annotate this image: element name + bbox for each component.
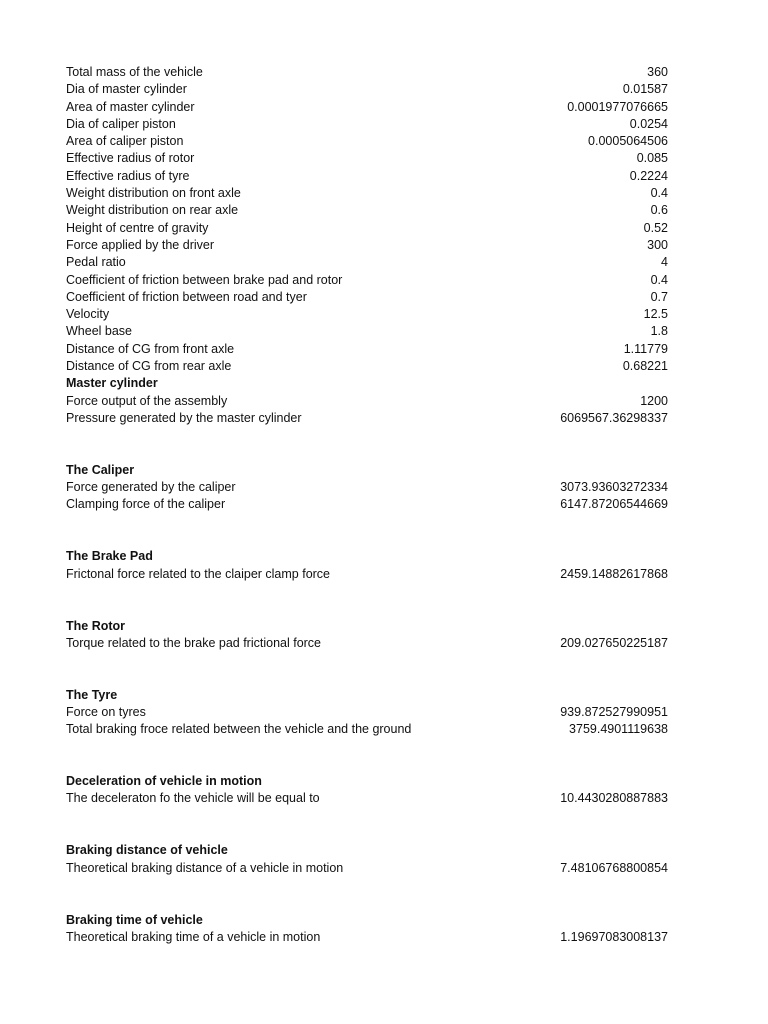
row-label: Distance of CG from front axle [66, 341, 235, 356]
section-heading [66, 912, 670, 929]
row-value: 209.027650225187 [560, 635, 668, 650]
blank-row [66, 652, 670, 669]
row-value: 10.4430280887883 [560, 791, 668, 806]
row-label: Theoretical braking distance of a vehicle in motion [66, 860, 344, 875]
table-row [66, 254, 670, 271]
section-heading [66, 842, 670, 859]
row-value: 3759.4901119638 [569, 722, 668, 737]
section-title: Master cylinder [66, 376, 158, 391]
master-cylinder-section [66, 375, 670, 427]
row-value: 360 [647, 65, 668, 79]
row-label: Weight distribution on rear axle [66, 203, 239, 218]
section-title: Braking time of vehicle [66, 912, 203, 927]
table-row [66, 220, 670, 237]
row-label: Clamping force of the caliper [66, 497, 226, 512]
row-label: Velocity [66, 307, 110, 322]
row-label: Dia of master cylinder [66, 82, 187, 97]
blank-row [66, 669, 670, 686]
table-row [66, 358, 670, 375]
table-row [66, 168, 670, 185]
table-row [66, 860, 670, 877]
row-value: 939.872527990951 [560, 704, 668, 719]
caliper-section [66, 462, 670, 514]
table-row [66, 341, 670, 358]
table-row [66, 393, 670, 410]
section-heading [66, 375, 670, 392]
table-row [66, 323, 670, 340]
row-value: 6069567.36298337 [560, 410, 668, 425]
row-value: 0.7 [650, 289, 668, 304]
calculation-sheet [66, 64, 670, 946]
blank-row [66, 445, 670, 462]
deceleration-section [66, 773, 670, 808]
row-label: Coefficient of friction between brake pad and rotor [66, 272, 343, 287]
row-label: Torque related to the brake pad frictional force [66, 635, 322, 650]
row-value: 3073.93603272334 [560, 480, 668, 495]
table-row [66, 133, 670, 150]
row-label: Force applied by the driver [66, 237, 214, 252]
brake-pad-section [66, 548, 670, 583]
section-heading [66, 462, 670, 479]
table-row [66, 479, 670, 496]
row-label: Effective radius of tyre [66, 168, 190, 183]
blank-row [66, 531, 670, 548]
row-label: Dia of caliper piston [66, 116, 176, 131]
table-row [66, 496, 670, 513]
tyre-section [66, 687, 670, 739]
table-row [66, 289, 670, 306]
row-label: Area of master cylinder [66, 99, 195, 114]
row-value: 0.0005064506 [588, 134, 668, 149]
row-value: 0.085 [636, 151, 668, 166]
blank-row [66, 808, 670, 825]
row-label: Force generated by the caliper [66, 480, 236, 495]
table-row [66, 704, 670, 721]
row-label: The deceleraton fo the vehicle will be equal to [66, 791, 320, 806]
table-row [66, 237, 670, 254]
blank-row [66, 514, 670, 531]
table-row [66, 202, 670, 219]
row-value: 1.8 [650, 324, 668, 339]
row-label: Force on tyres [66, 704, 146, 719]
section-title: The Brake Pad [66, 549, 153, 564]
table-row [66, 410, 670, 427]
row-label: Height of centre of gravity [66, 220, 209, 235]
row-value: 1200 [640, 393, 668, 408]
row-value: 0.68221 [622, 359, 668, 374]
section-heading [66, 773, 670, 790]
row-label: Total braking froce related between the vehicle and the ground [66, 722, 412, 737]
row-value: 0.2224 [629, 168, 668, 183]
input-parameters [66, 64, 670, 375]
table-row [66, 185, 670, 202]
row-value: 0.01587 [622, 82, 668, 97]
row-value: 7.48106768800854 [560, 860, 668, 875]
row-label: Force output of the assembly [66, 393, 228, 408]
blank-row [66, 756, 670, 773]
table-row [66, 790, 670, 807]
row-label: Total mass of the vehicle [66, 65, 203, 79]
row-value: 4 [661, 255, 668, 270]
section-title: The Rotor [66, 618, 126, 633]
table-row [66, 721, 670, 738]
row-label: Pressure generated by the master cylinder [66, 410, 302, 425]
table-row [66, 150, 670, 167]
row-value: 0.6 [650, 203, 668, 218]
blank-row [66, 739, 670, 756]
row-label: Weight distribution on front axle [66, 186, 241, 201]
table-row [66, 566, 670, 583]
row-value: 6147.87206544669 [560, 497, 668, 512]
row-value: 1.19697083008137 [560, 929, 668, 944]
table-row [66, 929, 670, 946]
table-row [66, 81, 670, 98]
section-title: Deceleration of vehicle in motion [66, 774, 262, 789]
rotor-section [66, 618, 670, 653]
section-title: The Caliper [66, 462, 135, 477]
section-heading [66, 687, 670, 704]
section-title: Braking distance of vehicle [66, 843, 228, 858]
row-label: Theoretical braking time of a vehicle in motion [66, 929, 321, 944]
row-value: 0.4 [650, 272, 668, 287]
row-value: 2459.14882617868 [560, 566, 668, 581]
row-label: Pedal ratio [66, 255, 126, 270]
table-row [66, 635, 670, 652]
blank-row [66, 877, 670, 894]
section-heading [66, 548, 670, 565]
row-value: 12.5 [643, 307, 668, 322]
row-value: 0.52 [643, 220, 668, 235]
section-title: The Tyre [66, 687, 118, 702]
row-label: Frictonal force related to the claiper clamp force [66, 566, 331, 581]
row-label: Wheel base [66, 324, 133, 339]
blank-row [66, 894, 670, 911]
braking-distance-section [66, 842, 670, 877]
row-label: Area of caliper piston [66, 134, 184, 149]
row-value: 0.4 [650, 186, 668, 201]
braking-time-section [66, 912, 670, 947]
row-value: 300 [647, 237, 668, 252]
table-row [66, 306, 670, 323]
table-row [66, 99, 670, 116]
row-value: 0.0001977076665 [567, 99, 668, 114]
blank-row [66, 825, 670, 842]
row-value: 1.11779 [623, 341, 668, 356]
row-label: Distance of CG from rear axle [66, 359, 232, 374]
table-row [66, 272, 670, 289]
row-label: Effective radius of rotor [66, 151, 195, 166]
row-value: 0.0254 [629, 116, 668, 131]
section-heading [66, 618, 670, 635]
blank-row [66, 583, 670, 600]
row-label: Coefficient of friction between road and tyer [66, 289, 307, 304]
blank-row [66, 600, 670, 617]
blank-row [66, 427, 670, 444]
table-row [66, 116, 670, 133]
table-row [66, 64, 670, 81]
